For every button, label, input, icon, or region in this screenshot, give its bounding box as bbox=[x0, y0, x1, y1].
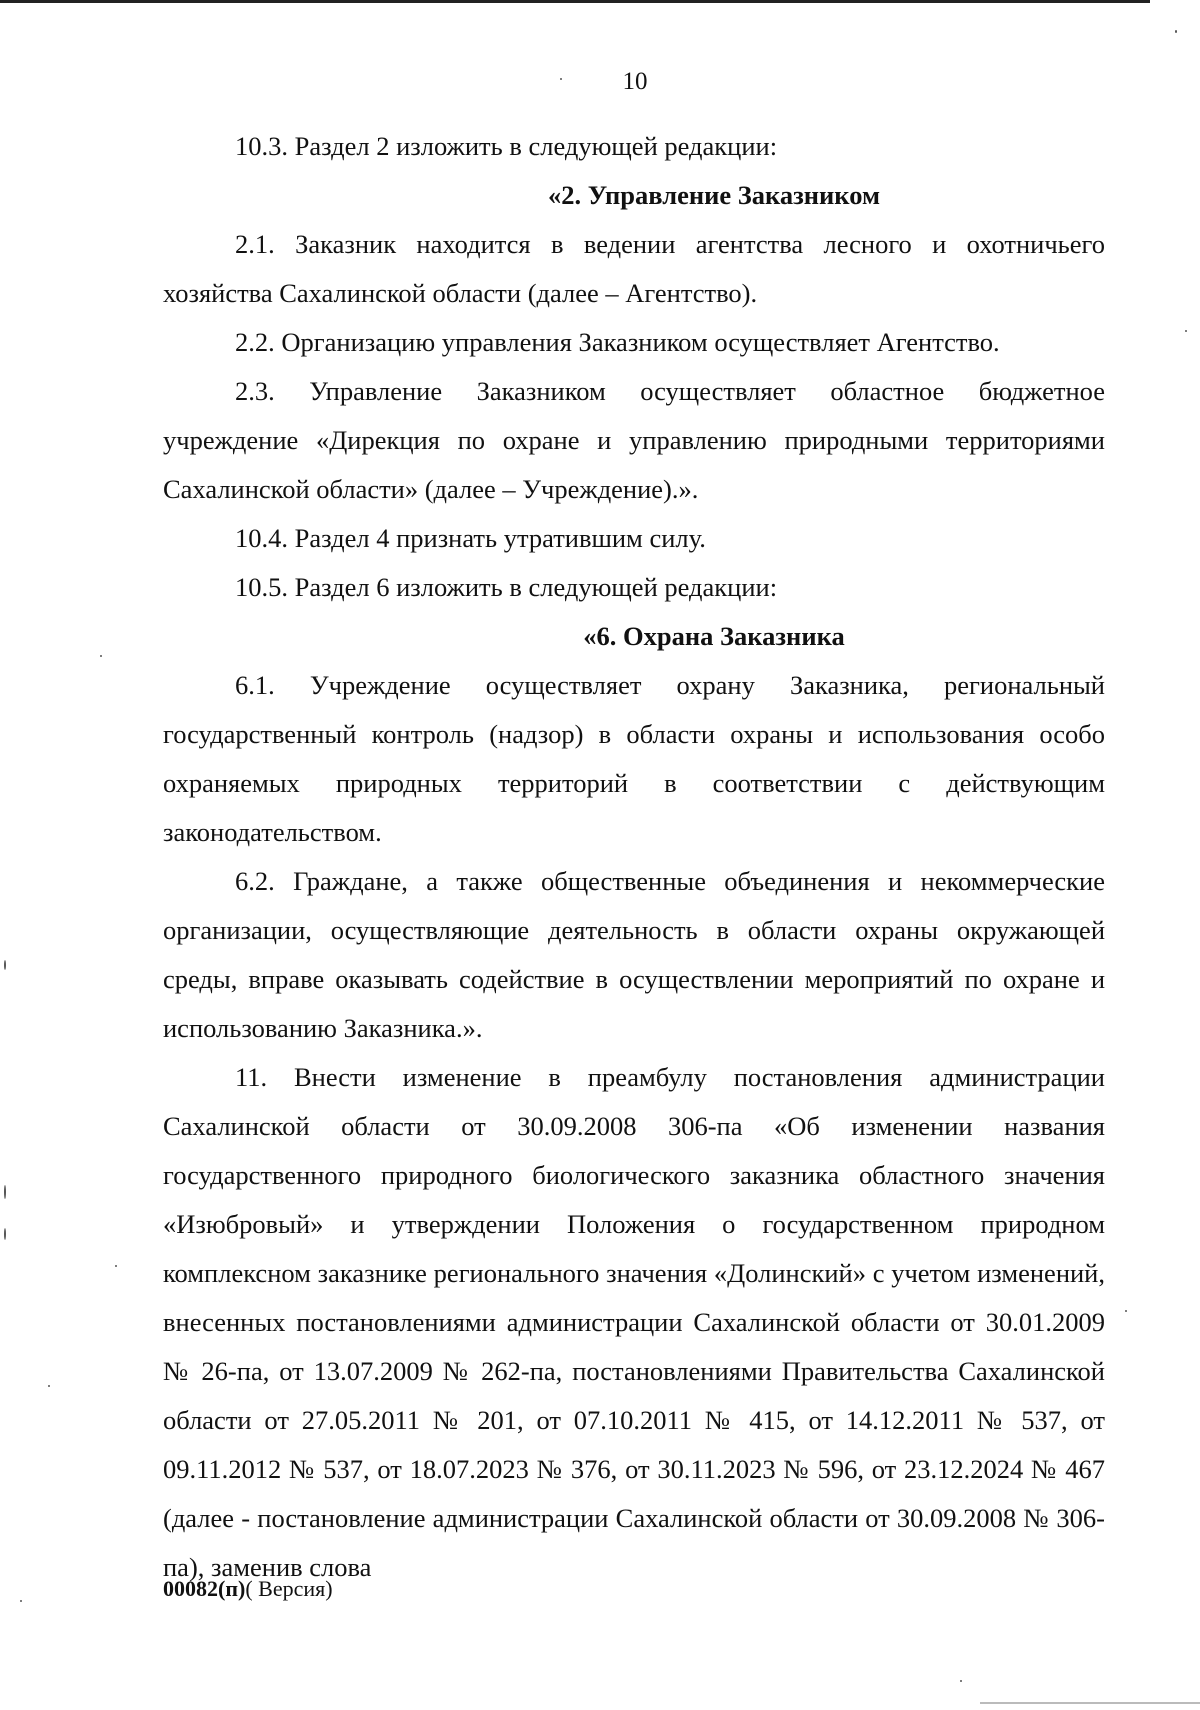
scan-speck bbox=[100, 655, 102, 657]
paragraph-2-2: 2.2. Организацию управления Заказником осуществляет Агентство. bbox=[235, 327, 1000, 357]
document-body bbox=[163, 122, 1105, 1592]
scan-speck bbox=[4, 1228, 6, 1240]
paragraph-6-2: 6.2. Граждане, а также общественные объединения и некоммерческие организации, осуществляющие деятельность в области охраны окружающей среды, вправе оказывать содействие в осуществлении мероприятий по охране и использованию Заказника.». bbox=[163, 866, 1105, 1043]
paragraph-11: 11. Внести изменение в преамбулу постановления администрации Сахалинской области от 30.09.2008 306-па «Об изменении названия государственного природного биологического заказника областного значения «Изюбровый» и утверждении Положения о государственном природном комплексном заказнике регионального значения «Долинский» с учетом изменений, внесенных постановлениями администрации Сахалинской области от 30.01.2009 № 26-па, от 13.07.2009 № 262-па, постановлениями Правительства Сахалинской области от 27.05.2011 № 201, от 07.10.2011 № 415, от 14.12.2011 № 537, от 09.11.2012 № 537, от 18.07.2023 № 376, от 30.11.2023 № 596, от 23.12.2024 № 467 (далее - постановление администрации Сахалинской области от 30.09.2008 № 306-па), заменив слова bbox=[163, 1062, 1105, 1582]
page-number: 10 bbox=[622, 68, 648, 95]
scan-speck bbox=[960, 1680, 962, 1682]
scan-speck bbox=[1125, 1310, 1127, 1312]
paragraph-2-1: 2.1. Заказник находится в ведении агентства лесного и охотничьего хозяйства Сахалинской области (далее – Агентство). bbox=[163, 229, 1105, 308]
top-border-line bbox=[0, 0, 1150, 3]
scan-speck bbox=[115, 1265, 117, 1267]
paragraph-10-4: 10.4. Раздел 4 признать утратившим силу. bbox=[235, 523, 706, 553]
section-heading-management: «2. Управление Заказником bbox=[547, 180, 881, 210]
section-heading-protection: «6. Охрана Заказника bbox=[583, 621, 845, 651]
document-version: ( Версия) bbox=[245, 1576, 333, 1601]
scan-speck bbox=[20, 1600, 22, 1602]
scan-speck bbox=[48, 1385, 50, 1387]
paragraph-10-5: 10.5. Раздел 6 изложить в следующей редакции: bbox=[235, 572, 778, 602]
scan-speck bbox=[1185, 330, 1187, 332]
scan-speck bbox=[4, 960, 6, 970]
scan-speck bbox=[560, 78, 562, 80]
scan-speck bbox=[4, 1185, 6, 1199]
paragraph-2-3: 2.3. Управление Заказником осуществляет областное бюджетное учреждение «Дирекция по охране и управлению природными территориями Сахалинской области» (далее – Учреждение).». bbox=[163, 376, 1105, 504]
bottom-edge-line bbox=[980, 1702, 1200, 1704]
paragraph-10-3: 10.3. Раздел 2 изложить в следующей редакции: bbox=[235, 131, 778, 161]
document-footer bbox=[163, 1576, 333, 1602]
scan-speck bbox=[1175, 30, 1177, 33]
document-code: 00082(п) bbox=[163, 1576, 246, 1601]
paragraph-6-1: 6.1. Учреждение осуществляет охрану Заказника, региональный государственный контроль (надзор) в области охраны и использования особо охраняемых природных территорий в соответствии с действующим законодательством. bbox=[163, 670, 1105, 847]
